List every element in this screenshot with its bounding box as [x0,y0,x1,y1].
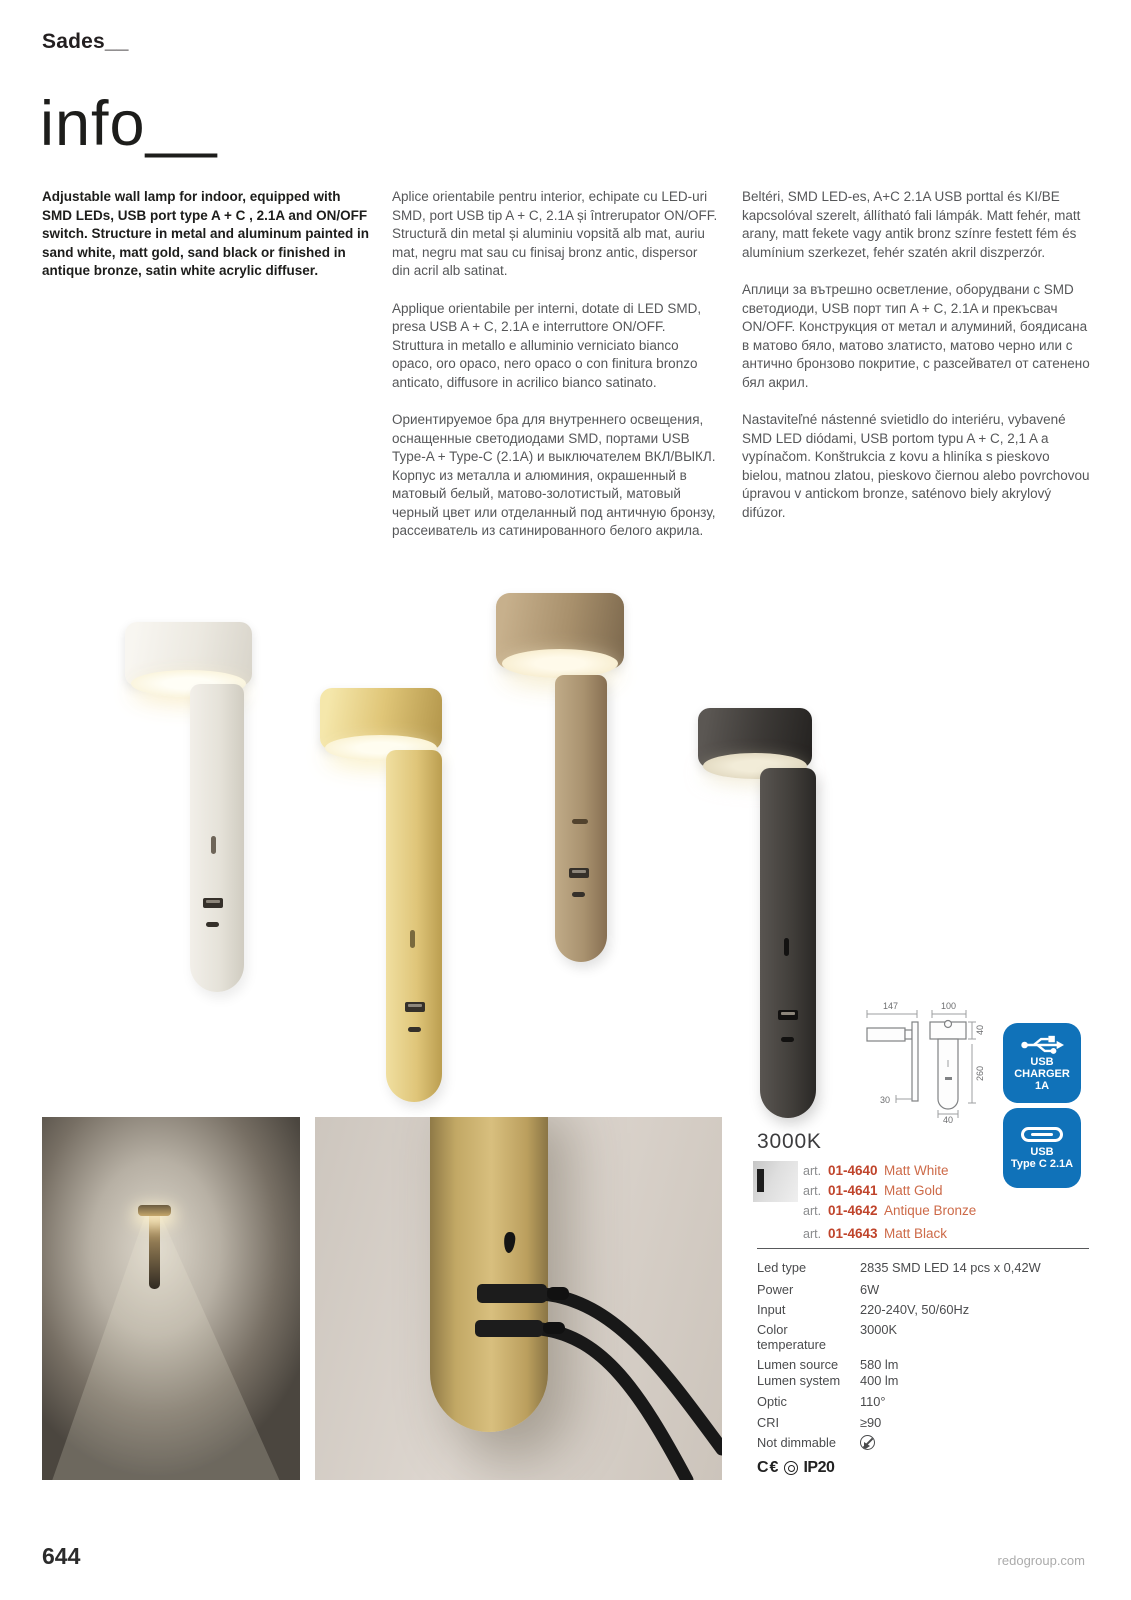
lamp-arm [386,750,442,1102]
usb-c-port [206,922,219,927]
usb-c-connector-icon [1021,1127,1063,1142]
spec-label: Optic [757,1394,787,1409]
article-number: 01-4641 [828,1183,878,1198]
website-url: redogroup.com [997,1553,1085,1568]
badge-line: USB [1030,1145,1054,1158]
art-label: art. [803,1204,822,1218]
finish-name: Matt White [884,1163,949,1178]
usb-trident-icon [1019,1034,1065,1056]
light-beam [42,1117,300,1480]
on-off-switch [572,819,588,824]
spec-row [757,1357,1089,1372]
spec-label: CRI [757,1415,780,1430]
spec-label: Power [757,1282,794,1297]
page-title: info__ [40,89,218,159]
usb-c-port [408,1027,421,1032]
finish-name: Antique Bronze [884,1203,977,1218]
article-number: 01-4643 [828,1226,878,1241]
product-image-antique-bronze [496,593,626,968]
description-column-1 [42,188,374,300]
dim-side-depth: 30 [880,1095,891,1105]
usb-a-port [778,1010,798,1020]
usb-c-port [781,1037,794,1042]
spec-row [757,1260,1089,1275]
page-number: 644 [42,1543,81,1569]
badge-line: USB [1030,1056,1054,1068]
spec-label: Lumen source [757,1357,839,1372]
usb-type-c-badge [1003,1108,1081,1188]
spec-value: 220-240V, 50/60Hz [860,1302,970,1317]
on-off-switch [784,938,789,956]
dim-arm-width: 40 [943,1115,954,1124]
spec-label: Lumen system [757,1373,841,1388]
lamp-silhouette-arm [149,1213,160,1289]
dim-arm-length: 260 [975,1065,985,1081]
usb-cables [315,1117,722,1480]
art-label: art. [803,1184,822,1198]
photo-ambient-lit-wall [42,1117,300,1480]
certifications [757,1459,1089,1477]
spec-value: 2835 SMD LED 14 pcs x 0,42W [860,1260,1041,1275]
dim-head-height: 40 [975,1024,985,1035]
usb-a-port [569,868,589,878]
spec-value: 580 lm [860,1357,899,1372]
spec-label: Not dimmable [757,1435,836,1450]
dim-head-width: 100 [941,1001,957,1011]
art-label: art. [803,1227,822,1241]
product-image-matt-black [698,708,823,1123]
spec-row [757,1435,1089,1450]
description-column-3 [742,188,1090,541]
article-row [803,1183,943,1198]
description-sk: Nastaviteľné nástenné svietidlo do interiéru, vybavené SMD LED diódami, USB portom typu A + C, 2,1 A a vypínačom. Konštrukcia z kovu a hliníka s pieskovo bielou, matnou zlatou, pieskovo čiernou alebo povrchovou úpravou v antickom bronze, saténovo biely akrylový difúzor. [742,412,1090,520]
spec-value: 110° [860,1394,886,1409]
lamp-diffuser [502,649,618,678]
product-image-matt-white [125,622,255,1002]
spec-value: 6W [860,1282,880,1297]
article-number: 01-4640 [828,1163,878,1178]
ce-mark-icon: C€ [757,1459,780,1476]
description-hu: Beltéri, SMD LED-es, A+C 2.1A USB porttal és KI/BE kapcsolóval szerelt, állítható fali lámpák. Matt fehér, matt arany, matt fekete vagy antik bronz színre festett fém és alumínium szerkezet, fehér szatén akril diszperzór. [742,189,1081,260]
on-off-switch [410,930,415,948]
spec-label: Input [757,1302,786,1317]
lamp-arm [190,684,244,992]
description-column-2 [392,188,718,560]
finish-name: Matt Black [884,1226,948,1241]
article-row [803,1226,947,1241]
product-image-matt-gold [320,688,455,1108]
lamp-silhouette-head [138,1205,171,1216]
spec-row [757,1394,1089,1409]
dim-side-width: 147 [883,1001,899,1011]
article-row [803,1163,949,1178]
finish-name: Matt Gold [884,1183,943,1198]
spec-table [757,1248,1089,1477]
usb-c-port [572,892,585,897]
spec-row [757,1373,1089,1388]
not-dimmable-icon [860,1435,875,1450]
spec-value: 400 lm [860,1373,899,1388]
product-name: Sades__ [42,30,129,53]
dimension-drawing [860,998,992,1124]
article-number: 01-4642 [828,1203,878,1218]
art-label: art. [803,1164,822,1178]
usb-charger-badge [1003,1023,1081,1103]
spec-label: Led type [757,1260,807,1275]
spec-row [757,1302,1089,1317]
spec-label: Color temperature [757,1322,826,1352]
on-off-switch [211,836,216,854]
description-ro: Aplice orientabile pentru interior, echipate cu LED-uri SMD, port USB tip A + C, 2.1A și întrerupator ON/OFF. Structură din metal și aluminiu vopsită alb mat, auriu mat, negru mat sau cu finisaj bronz antic, dispersor din acril alb satinat. [392,189,718,278]
description-it: Applique orientabile per interni, dotate di LED SMD, presa USB A + C, 2.1A e interruttore ON/OFF. Struttura in metallo e alluminio verniciato bianco opaco, oro opaco, nero opaco o con finitura bronzo anticato, diffusore in acrilico bianco satinato. [392,300,702,390]
photo-usb-detail [315,1117,722,1480]
product-thumbnail [753,1161,798,1202]
spec-row [757,1415,1089,1430]
usb-a-port [203,898,223,908]
badge-line: CHARGER [1014,1068,1070,1080]
spec-row [757,1322,1089,1352]
badge-line: 1A [1034,1080,1050,1092]
spec-row [757,1282,1089,1297]
spec-value: ≥90 [860,1415,882,1430]
description-bg: Аплици за вътрешно осветление, оборудвани с SMD светодиоди, USB порт тип A + C, 2.1A и прекъсвач ON/OFF. Конструкция от метал и алуминий, боядисана в матово бяло, матово златисто, матово черно или с антично бронзово покритие, с разсейвател от сатенено бял акрил. [742,282,1090,390]
double-insulation-icon [784,1461,798,1475]
color-temperature-heading: 3000K [757,1130,822,1153]
spec-value: 3000K [860,1322,898,1337]
usb-a-port [405,1002,425,1012]
description-ru: Ориентируемое бра для внутреннего освещения, оснащенные светодиодами SMD, портами USB Type-A + Type-C (2.1A) и выключателем ВКЛ/ВЫКЛ. Корпус из металла и алюминия, окрашенный в матовый белый, матово-золотистый, матовый черный цвет или отделанный под античную бронзу, рассеиватель из сатинированного белого акрила. [392,412,716,538]
badge-line: Type C 2.1A [1010,1157,1074,1170]
article-row [803,1203,976,1218]
description-en: Adjustable wall lamp for indoor, equipped with SMD LEDs, USB port type A + C , 2.1A and ON/OFF switch. Structure in metal and aluminum painted in sand white, matt gold, sand black or finished in antique bronze, satin white acrylic diffuser. [42,189,370,278]
ip-rating: IP20 [803,1459,835,1476]
